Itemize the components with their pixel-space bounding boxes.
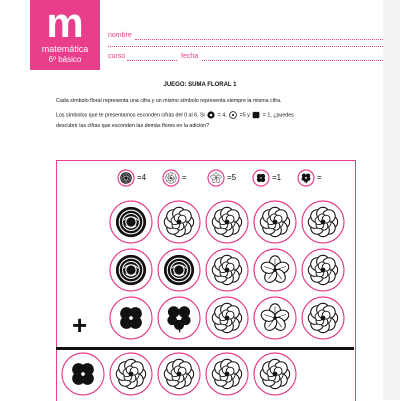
addend-cell: [302, 201, 344, 243]
addend-cell: [158, 297, 200, 339]
camellia-icon: [165, 172, 176, 183]
instructions-value-1: = 4,: [217, 112, 227, 119]
addend-cell: [110, 297, 152, 339]
camellia-icon: [212, 303, 241, 332]
addend-cell: [110, 201, 152, 243]
key-symbol-3: [208, 170, 224, 186]
camellia-icon: [212, 359, 241, 388]
camellia-icon: [212, 207, 241, 236]
key-symbol-1: [118, 170, 134, 186]
page-edge: [383, 0, 400, 400]
key-value-label: =: [317, 173, 322, 182]
result-cell: [110, 353, 152, 395]
instructions-text-a: Los símbolos que te presentamos esconden cifras del 0 al 6. Si: [56, 112, 205, 119]
result-cell: [158, 353, 200, 395]
name-field-label: nombre: [108, 32, 132, 39]
addend-cell: [206, 201, 248, 243]
result-cell: [206, 353, 248, 395]
four-petal-flower-icon: [257, 174, 265, 182]
plus-sign: +: [72, 310, 88, 340]
instructions-value-2: =5 y: [239, 112, 250, 119]
instructions-value-3: = 1, ¿puedes: [262, 112, 294, 119]
key-symbol-2: [163, 170, 179, 186]
result-cell: [62, 353, 104, 395]
key-symbol-4: [253, 170, 269, 186]
camellia-icon: [116, 359, 145, 388]
addend-cell: [254, 249, 296, 291]
addend-cell: [206, 249, 248, 291]
key-value-label: =: [182, 173, 187, 182]
result-cell: [254, 353, 296, 395]
worksheet-title: JUEGO: SUMA FLORAL 1: [163, 82, 237, 88]
date-field-label: fecha: [181, 53, 199, 60]
key-value-label: =1: [272, 173, 282, 182]
camellia-icon: [164, 359, 193, 388]
instructions-paragraph-1: Cada símbolo floral representa una cifra y un mismo símbolo representa siempre la misma cifra.: [56, 98, 282, 104]
addend-cell: [158, 249, 200, 291]
four-petal-flower-icon: [72, 363, 94, 385]
addend-cell: [254, 201, 296, 243]
subject-label: matemática: [41, 44, 89, 54]
addend-cell: [302, 249, 344, 291]
rose-icon: [120, 172, 132, 184]
key-symbol-5: [298, 170, 314, 186]
camellia-icon: [212, 255, 241, 284]
rose-icon: [116, 255, 146, 285]
four-petal-flower-icon: [120, 307, 142, 329]
addend-cell: [110, 249, 152, 291]
addend-cell: [254, 297, 296, 339]
rose-icon: [116, 207, 146, 237]
grade-label: 6º básico: [48, 55, 82, 64]
camellia-icon: [308, 303, 337, 332]
key-value-label: =5: [227, 173, 237, 182]
course-field-label: curso: [108, 53, 126, 60]
addend-cell: [158, 201, 200, 243]
camellia-icon: [260, 359, 289, 388]
camellia-icon: [308, 207, 337, 236]
addend-cell: [302, 297, 344, 339]
key-value-label: =4: [137, 173, 147, 182]
rose-icon: [164, 255, 194, 285]
camellia-icon: [164, 207, 193, 236]
addend-cell: [206, 297, 248, 339]
instructions-paragraph-3: descubrir las cifras que esconden las demás flores en la adición?: [56, 123, 210, 129]
camellia-icon: [308, 255, 337, 284]
logo-letter: m: [46, 0, 84, 46]
camellia-icon: [260, 207, 289, 236]
